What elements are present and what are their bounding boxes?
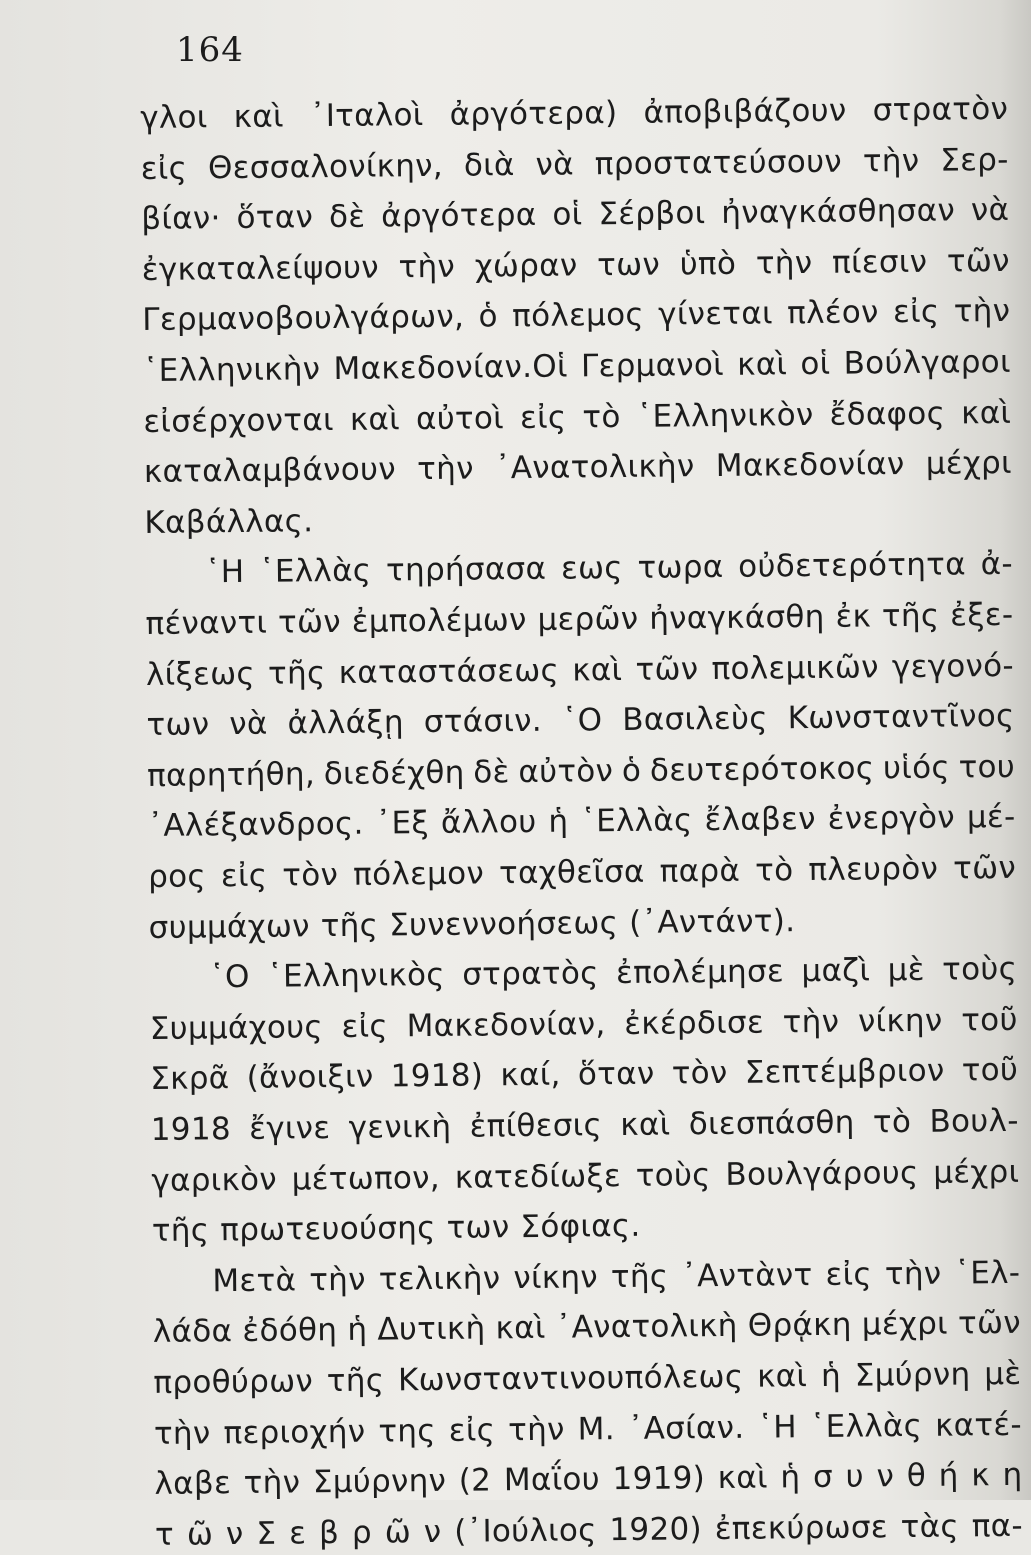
text-line: πέναντι τῶν ἐμπολέμων μερῶν ἠναγκάσθη ἐκ τῆς ἐξε-: [145, 596, 1014, 642]
text-line: λάδα ἐδόθη ἡ Δυτικὴ καὶ ᾽Ανατολικὴ Θρᾴκη μέχρι τῶν: [152, 1305, 1022, 1351]
text-line: ῾Ελληνικὴν Μακεδονίαν.Οἱ Γερμανοὶ καὶ οἱ Βούλγαροι: [142, 343, 1011, 389]
text-line: Μετὰ τὴν τελικὴν νίκην τῆς ᾽Αντὰντ εἰς τὴν ῾Ελ-: [212, 1254, 1021, 1300]
page-number: 164: [176, 30, 244, 70]
text-line: προθύρων τῆς Κωνσταντινουπόλεως καὶ ἡ Σμύρνη μὲ: [153, 1355, 1022, 1401]
text-line: τὴν περιοχήν της εἰς τὴν Μ. ᾽Ασίαν. ῾Η ῾Ελλὰς κατέ-: [153, 1406, 1023, 1452]
text-line: τῆς πρωτευούσης των Σόφιας.: [151, 1208, 641, 1250]
text-line: εἰς Θεσσαλονίκην, διὰ νὰ προστατεύσουν τὴν Σερ-: [140, 141, 1009, 187]
text-line: εἰσέρχονται καὶ αὐτοὶ εἰς τὸ ῾Ελληνικὸν ἔδαφος καὶ: [143, 394, 1012, 440]
text-line: τ ῶ ν Σ ε β ρ ῶ ν (᾽Ιούλιος 1920) ἐπεκύρωσε τὰς πα-: [154, 1507, 1024, 1553]
text-line: 1918 ἔγινε γενικὴ ἐπίθεσις καὶ διεσπάσθη τὸ Βουλ-: [150, 1102, 1019, 1148]
text-line: λίξεως τῆς καταστάσεως καὶ τῶν πολεμικῶν γεγονό-: [145, 647, 1015, 693]
text-line: συμμάχων τῆς Συνεννοήσεως (᾽Αντάντ).: [148, 902, 796, 946]
text-line: Γερμανοβουλγάρων, ὁ πόλεμος γίνεται πλέον εἰς τὴν: [142, 293, 1011, 339]
text-line: βίαν· ὅταν δὲ ἀργότερα οἱ Σέρβοι ἠναγκάσθησαν νὰ: [141, 192, 1010, 238]
text-line: ἐγκαταλείψουν τὴν χώραν των ὑπὸ τὴν πίεσιν τῶν: [141, 242, 1010, 288]
text-line: γλοι καὶ ᾽Ιταλοὶ ἀργότερα) ἀποβιβάζουν στρατὸν: [140, 90, 1009, 136]
text-line: ῾Ο ῾Ελληνικὸς στρατὸς ἐπολέμησε μαζὶ μὲ τοὺς: [209, 951, 1018, 996]
text-line: Συμμάχους εἰς Μακεδονίαν, ἐκέρδισε τὴν νίκην τοῦ: [149, 1001, 1018, 1047]
text-line: Καβάλλας.: [144, 503, 314, 541]
text-line: των νὰ ἀλλάξῃ στάσιν. ῾Ο Βασιλεὺς Κωνσταντῖνος: [146, 698, 1015, 744]
body-text: [140, 89, 1024, 1553]
text-line: λαβε τὴν Σμύρνην (2 Μαΐου 1919) καὶ ἡ σ υ ν θ ή κ η: [154, 1457, 1023, 1503]
text-line: ῾Η ῾Ελλὰς τηρήσασα εως τωρα οὐδετερότητα ἀ-: [204, 546, 1014, 591]
text-line: Σκρᾶ (ἄνοιξιν 1918) καί, ὅταν τὸν Σεπτέμβριον τοῦ: [150, 1052, 1019, 1098]
text-line: ᾽Αλέξανδρος. ᾽Εξ ἄλλου ἡ ῾Ελλὰς ἔλαβεν ἐνεργὸν μέ-: [147, 799, 1016, 845]
text-line: παρητήθη, διεδέχθη δὲ αὐτὸν ὁ δευτερότοκος υἱός του: [146, 748, 1016, 794]
text-line: γαρικὸν μέτωπον, κατεδίωξε τοὺς Βουλγάρους μέχρι: [151, 1153, 1020, 1199]
text-line: καταλαμβάνουν τὴν ᾽Ανατολικὴν Μακεδονίαν μέχρι: [143, 445, 1013, 491]
text-line: ρος εἰς τὸν πόλεμον ταχθεῖσα παρὰ τὸ πλευρὸν τῶν: [147, 849, 1017, 895]
